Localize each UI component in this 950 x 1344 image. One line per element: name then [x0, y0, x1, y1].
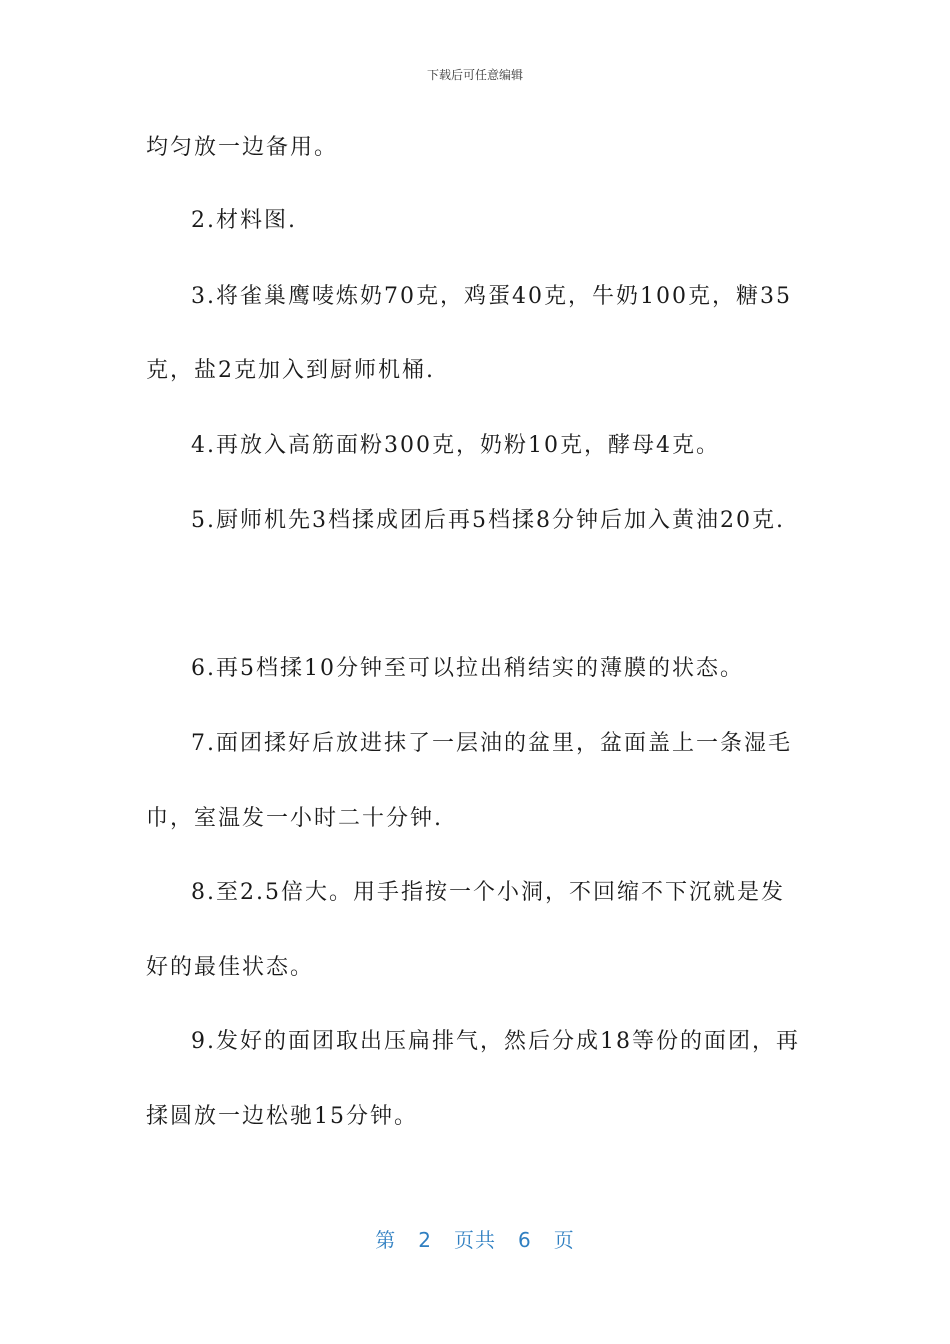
page-indicator [0, 1224, 950, 1253]
page-suffix: 页 [553, 1228, 575, 1252]
header-note: 下载后可任意编辑 [426, 68, 523, 82]
paragraph-line: 5.厨师机先3档揉成团后再5档揉8分钟后加入黄油20克. [191, 508, 785, 533]
paragraph-line: 克，盐2克加入到厨师机桶. [146, 358, 435, 383]
paragraph-line: 6.再5档揉10分钟至可以拉出稍结实的薄膜的状态。 [191, 656, 744, 681]
page-middle: 页共 [454, 1228, 496, 1252]
paragraph-line: 7.面团揉好后放进抹了一层油的盆里，盆面盖上一条湿毛 [191, 731, 792, 756]
current-page-number: 2 [418, 1228, 432, 1252]
paragraph-line: 4.再放入高筋面粉300克，奶粉10克，酵母4克。 [191, 433, 720, 458]
paragraph-line: 9.发好的面团取出压扁排气，然后分成18等份的面团，再 [191, 1029, 800, 1054]
paragraph-line: 2.材料图. [191, 208, 297, 233]
paragraph-line: 揉圆放一边松驰15分钟。 [146, 1104, 418, 1129]
paragraph-line: 3.将雀巢鹰唛炼奶70克，鸡蛋40克，牛奶100克，糖35 [191, 284, 792, 309]
paragraph-line: 8.至2.5倍大。用手指按一个小洞，不回缩不下沉就是发 [191, 880, 785, 905]
paragraph-line: 巾，室温发一小时二十分钟. [146, 806, 443, 831]
paragraph-line: 好的最佳状态。 [146, 955, 315, 980]
paragraph-line: 均匀放一边备用。 [146, 135, 339, 160]
page-prefix: 第 [375, 1228, 397, 1252]
total-pages-number: 6 [518, 1228, 532, 1252]
